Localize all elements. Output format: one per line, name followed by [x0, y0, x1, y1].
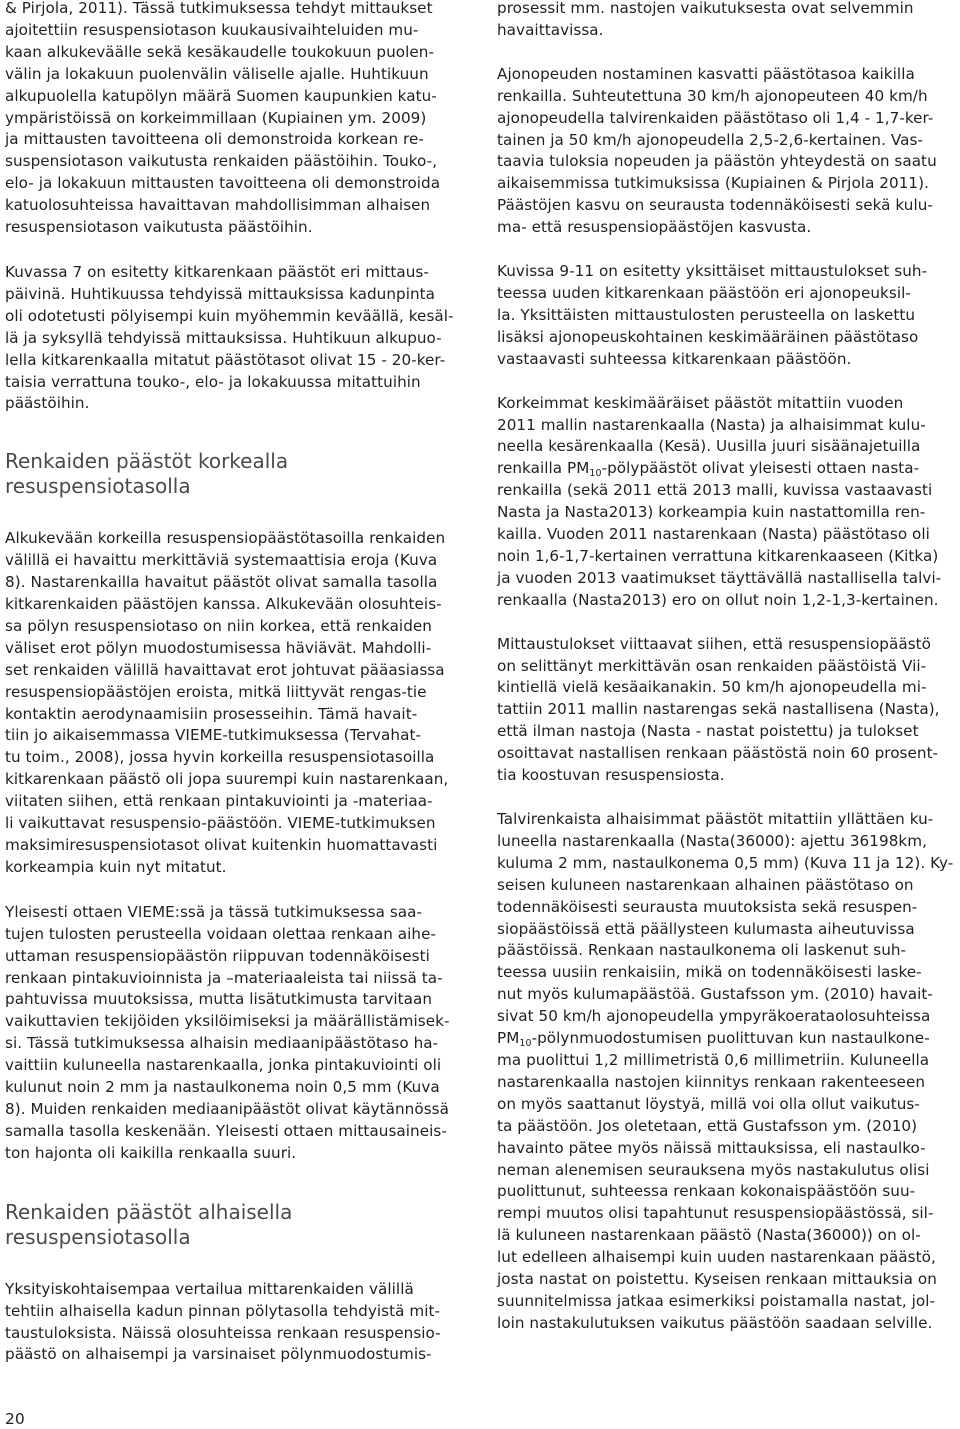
paragraph: [497, 809, 955, 1335]
subscript: 10: [519, 1038, 532, 1050]
paragraph: [497, 393, 955, 612]
paragraph: Mittaustulokset viittaavat siihen, että resuspensiopäästö on selittänyt merkittävän osan renkaiden päästöistä Vii- kintiellä vielä kesäaikanakin. 50 km/h ajonopeudella mi- tattiin 2011 mallin nastarengas sekä nastallisena (Nasta), että ilman nastoja (Nasta - nastat poistettu) ja tulokset osoittavat nastallisen renkaan päästöstä noin 60 prosent- tia koostuvan resuspensiosta.: [497, 634, 940, 785]
paragraph: Yleisesti ottaen VIEME:ssä ja tässä tutkimuksessa saa- tujen tulosten perusteella voidaan olettaa renkaan aihe- uttaman resuspensiopäästön riippuvan todennäköisesti renkaan pintakuvioinnista ja –materiaaleista tai niissä ta- pahtuvissa muutoksissa, mutta lisätutkimusta tarvitaan vaikuttavien tekijöiden yksilöimiseksi ja määrällistämisek- si. Tässä tutkimuksessa alhaisin mediaanipäästötaso ha- vaittiin kuluneella nastarenkaalla, jonka pintakuviointi oli kulunut noin 2 mm ja nastaulkonema noin 0,5 mm (Kuva 8). Muiden renkaiden mediaanipäästöt olivat käytännössä samalla tasolla keskenään. Yleisesti ottaen mittausaineis- ton hajonta oli kaikilla renkaalla suuri.: [5, 902, 450, 1162]
left-column: [5, 0, 465, 1366]
paragraph: & Pirjola, 2011). Tässä tutkimuksessa tehdyt mittaukset ajoitettiin resuspensiotason kuukausivaihteluiden mu- kaan alkukeväälle sekä kesäkaudelle toukokuun puolen- välin ja lokakuun puolenvälin väliselle ajalle. Huhtikuun alkupuolella katupölyn määrä Suomen kaupunkien katu- ympäristöissä on korkeimmillaan (Kupiainen ym. 2009) ja mittausten tavoitteena oli demonstroida korkean re- suspensiotason vaikutusta renkaiden päästöihin. Touko-, elo- ja lokakuun mittausten tavoitteena oli demonstroida katuolosuhteissa havaittavan mahdollisimman alhaisen resuspensiotason vaikutusta päästöihin.: [5, 0, 441, 237]
paragraph: Kuvissa 9-11 on esitetty yksittäiset mittaustulokset suh- teessa uuden kitkarenkaan päästöön eri ajonopeuksil- la. Yksittäisten mittaustulosten perusteella on laskettu lisäksi ajonopeuskohtainen keskimääräinen päästötaso vastaavasti suhteessa kitkarenkaan päästöön.: [497, 262, 928, 368]
section-heading: Renkaiden päästöt korkealla resuspensiotasolla: [5, 449, 289, 499]
paragraph-text: -pölynmuodostumisen puolittuvan kun nastaulkone- ma puolittui 1,2 millimetristä 0,6 millimetriin. Kuluneella nastarenkaalla nastojen kiinnitys renkaan rakenteeseen on myös saattanut löystyä, millä voi olla ollut vaikutus- ta päästöön. Jos oletetaan, että Gustafsson ym. (2010) havainto pätee myös näissä mittauksissa, eli nastaulko- neman alenemisen seurauksena myös nastakulutus olisi puolittunut, suhteessa renkaan kokonaispäästöön suu- rempi muutos olisi tapahtunut resuspensiopäästössä, sil- lä kuluneen nastarenkaan päästö (Nasta(36000)) on ol- lut edelleen alhaisempi kuin uuden nastarenkaan päästö, josta nastat on poistettu. Kyseisen renkaan mittauksia on suunnitelmissa jatkaa esimerkiksi poistamalla nastat, jol- loin nastakulutuksen vaikutus päästöön saadaan selville.: [497, 1029, 937, 1332]
paragraph-text: Korkeimmat keskimääräiset päästöt mitattiin vuoden 2011 mallin nastarenkaalla (Nasta) ja alhaisimmat kulu- neella kesärenkaalla (Kesä). Uusilla juuri sisäänajetuilla renkailla PM: [497, 393, 926, 478]
paragraph: Yksityiskohtaisempaa vertailua mittarenkaiden välillä tehtiin alhaisella kadun pinnan pölytasolla tehdyistä mit- taustuloksista. Näissä olosuhteissa renkaan resuspensio- päästö on alhaisempi ja varsinaiset pölynmuodostumis-: [5, 1279, 441, 1364]
paragraph: prosessit mm. nastojen vaikutuksesta ovat selvemmin havaittavissa.: [497, 0, 914, 39]
paragraph-text: Talvirenkaista alhaisimmat päästöt mitattiin yllättäen ku- luneella nastarenkaalla (Nasta(36000): ajettu 36198km, kuluma 2 mm, nastaulkonema 0,5 mm) (Kuva 11 ja 12). Ky- seisen kuluneen nastarenkaan alhainen päästötaso on todennäköisesti seurausta muutoksista sekä resuspen- siopäästöissä että päällysteen kulumasta aiheutuvissa päästöissä. Renkaan nastaulkonema oli laskenut suh- teessa uusiin renkaisiin, mikä on todennäköisesti laske- nut myös kulumapäästöä. Gustafsson ym. (2010) havait- sivat 50 km/h ajonopeudella ympyräkoerataolosuhteissa PM: [497, 810, 954, 1048]
paragraph: Ajonopeuden nostaminen kasvatti päästötasoa kaikilla renkailla. Suhteutettuna 30 km/h ajonopeuteen 40 km/h ajonopeudella talvirenkaiden päästötaso oli 1,4 - 1,7-ker- tainen ja 50 km/h ajonopeudella 2,5-2,6-kertainen. Vas- taavia tuloksia nopeuden ja päästön yhteydestä on saatu aikaisemmissa tutkimuksissa (Kupiainen & Pirjola 2011). Päästöjen kasvu on seurausta todennäköisesti sekä kulu- ma- että resuspensiopäästöjen kasvusta.: [497, 64, 937, 237]
right-column: [497, 0, 955, 1335]
paragraph-text: -pölypäästöt olivat yleisesti ottaen nasta- renkailla (sekä 2011 että 2013 malli, kuvissa vastaavasti Nasta ja Nasta2013) korkeampia kuin nastattomilla ren- kailla. Vuoden 2011 nastarenkaan (Nasta) päästötaso oli noin 1,6-1,7-kertainen verrattuna kitkarenkaaseen (Kitka) ja vuoden 2013 vaatimukset täyttävällä nastallisella talvi- renkaalla (Nasta2013) ero on ollut noin 1,2-1,3-kertainen.: [497, 459, 942, 609]
paragraph: Alkukevään korkeilla resuspensiopäästötasoilla renkaiden välillä ei havaittu merkittäviä systemaattisia eroja (Kuva 8). Nastarenkailla havaitut päästöt olivat samalla tasolla kitkarenkaiden päästöjen kanssa. Alkukevään olosuhteis- sa pölyn resuspensiotaso on niin korkea, että renkaiden väliset erot pölyn muodostumisessa häviävät. Mahdolli- set renkaiden välillä havaittavat erot johtuvat pääasiassa resuspensiopäästöjen eroista, mitkä liittyvät rengas-tie kontaktin aerodynaamisiin prosesseihin. Tämä havait- tiin jo aikaisemmassa VIEME-tutkimuksessa (Tervahat- tu toim., 2008), jossa hyvin korkeilla resuspensiotasoilla kitkarenkaan päästö oli jopa suurempi kuin nastarenkaan, viitaten siihen, että renkaan pintakuviointi ja -materiaa- li vaikuttavat resuspensio-päästöön. VIEME-tutkimuksen maksimiresuspensiotasot olivat kuitenkin huomattavasti korkeampia kuin nyt mitatut.: [5, 529, 449, 876]
page-number: 20: [5, 1410, 25, 1428]
subscript: 10: [589, 468, 602, 480]
section-heading: Renkaiden päästöt alhaisella resuspensiotasolla: [5, 1199, 293, 1249]
paragraph: Kuvassa 7 on esitetty kitkarenkaan päästöt eri mittaus- päivinä. Huhtikuussa tehdyissä mittauksissa kadunpinta oli odotetusti pölyisempi kuin myöhemmin keväällä, kesäl- lä ja syksyllä tehdyissä mittauksissa. Huhtikuun alkupuo- lella kitkarenkaalla mitatut päästötasot olivat 15 - 20-ker- taisia verrattuna touko-, elo- ja lokakuussa mitattuihin päästöihin.: [5, 262, 454, 413]
